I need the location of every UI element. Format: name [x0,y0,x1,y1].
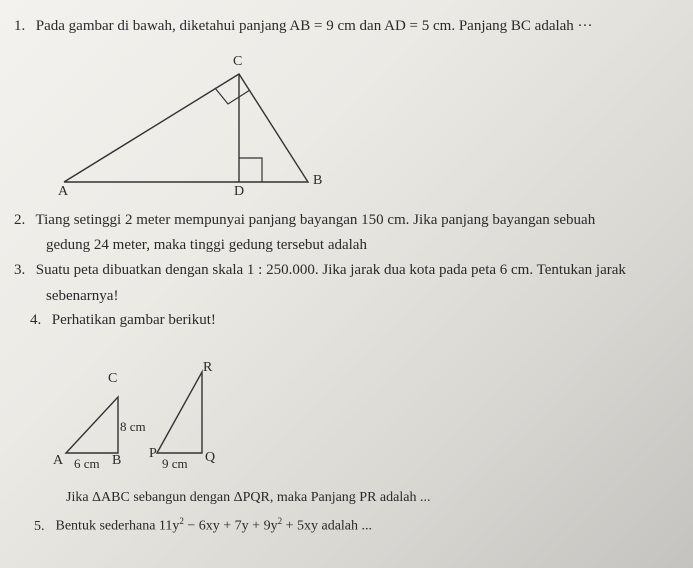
figure-2-ab-length: 6 cm [74,456,100,471]
figure-2-triangle-pqr [157,372,202,453]
question-1-text: Pada gambar di bawah, diketahui panjang AB = 9 cm dan AD = 5 cm. Panjang BC adalah ··· [35,18,593,34]
question-5 [34,516,372,535]
question-3-text-line2: sebenarnya! [46,288,119,304]
question-4-number: 4. [30,312,42,328]
question-2-number: 2. [14,212,26,228]
question-5-text-prefix: Bentuk sederhana 11y [55,518,180,534]
figure-2-label-c: C [108,371,118,386]
question-5-number: 5. [34,518,45,534]
question-2-text-line2: gedung 24 meter, maka tinggi gedung tersebut adalah [46,237,367,253]
question-4-caption: Jika ΔABC sebangun dengan ΔPQR, maka Panjang PR adalah ... [66,490,431,505]
figure-1-label-d: D [234,184,245,199]
figure-1-label-c: C [233,54,243,69]
question-3-text-line1: Suatu peta dibuatkan dengan skala 1 : 250.000. Jika jarak dua kota pada peta 6 cm. Tentukan jarak [35,262,626,278]
question-2-text-line1: Tiang setinggi 2 meter mempunyai panjang bayangan 150 cm. Jika panjang bayangan sebuah [35,212,596,228]
figure-2-triangle-abc [66,397,118,453]
question-3-number: 3. [14,262,26,278]
question-5-text-mid: − 6xy + 7y + 9y [183,518,278,534]
figure-2-pq-length: 9 cm [162,456,188,471]
figure-2-label-r: R [203,360,213,375]
figure-2-label-b: B [112,453,122,468]
question-4-text: Perhatikan gambar berikut! [51,312,216,328]
figure-1-label-a: A [58,184,69,199]
figure-2-label-q: Q [205,450,216,465]
question-1-number: 1. [14,18,26,34]
figure-1-label-b: B [313,173,323,188]
question-5-text-suffix: + 5xy adalah ... [282,518,373,534]
question-5-exponent-1: 2 [179,516,184,526]
figure-2-label-a: A [53,453,64,468]
question-5-exponent-2: 2 [277,516,283,526]
figure-2-label-p: P [149,446,157,461]
figure-2-bc-length: 8 cm [120,419,146,434]
